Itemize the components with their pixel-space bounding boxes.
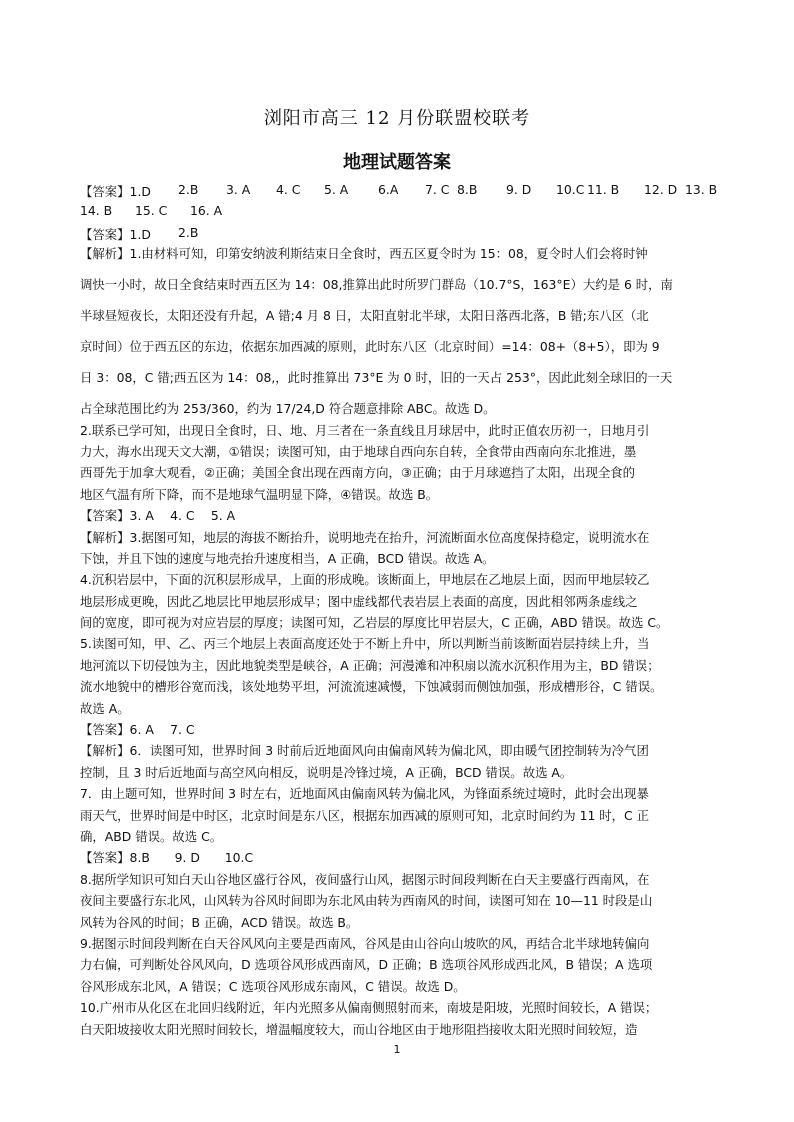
document-title: 浏阳市高三 12 月份联盟校联考 (263, 108, 531, 129)
answer-item: 7. C (425, 182, 450, 197)
answer-item: 12. D (644, 182, 678, 197)
text-line: 【解析】3.据图可知，地层的海拔不断抬升，说明地壳在抬升，河流断面水位高度保持稳定，说明流水在 (80, 529, 650, 545)
text-line: 力右偏，可判断处谷风风向，D 选项谷风形成西南风，D 正确；B 选项谷风形成西北风，B 错误；A 选项 (80, 957, 653, 973)
answer-item: 【答案】1.D (80, 226, 151, 242)
answer-item: 14. B (80, 203, 113, 219)
text-line: 【解析】6．读图可知，世界时间 3 时前后近地面风向由偏南风转为偏北风，即由暖气团控制转为冷气团 (80, 743, 649, 759)
answer-heading: 【答案】6. A 7. C (80, 722, 195, 738)
text-line: 4.沉积岩层中，下面的沉积层形成早，上面的形成晚。该断面上，甲地层在乙地层上面，因而甲地层较乙 (80, 572, 650, 588)
answer-item: 6.A (378, 182, 399, 197)
text-line: 力大，海水出现天文大潮，①错误；读图可知，由于地球自西向东自转，全食带由西南向东北推进，墨 (80, 443, 637, 459)
answer-item: 5. A (324, 182, 349, 197)
text-line: 西哥先于加拿大观看，②正确；美国全食出现在西南方向，③正确；由于月球遮挡了太阳，出现全食的 (80, 465, 636, 481)
answer-item: 11. B (587, 182, 620, 197)
text-line: 8.据所学知识可知白天山谷地区盛行谷风，夜间盛行山风，据图示时间段判断在白天主要盛行西南风，在 (80, 871, 650, 887)
text-line: 5.读图可知，甲、乙、丙三个地层上表面高度还处于不断上升中，所以判断当前该断面岩层持续上升，当 (80, 636, 650, 652)
answer-item: 2.B (178, 224, 199, 240)
answer-key-row-1 (80, 182, 716, 198)
answer-item: 9. D (506, 182, 532, 197)
text-line: 白天阳坡接收太阳光照时间较长，增温幅度较大，而山谷地区由于地形阻挡接收太阳光照时间较短，造 (80, 1021, 638, 1037)
text-line: 下蚀，并且下蚀的速度与地壳抬升速度相当，A 正确，BCD 错误。故选 A。 (80, 550, 495, 566)
text-line: 占全球范围比约为 253/360，约为 17/24,D 符合题意排除 ABC。故选 D。 (80, 401, 496, 417)
answer-item: 10.C (556, 182, 585, 197)
text-line: 2.联系已学可知，出现日全食时，日、地、月三者在一条直线且月球居中，此时正值农历初一，日地月引 (80, 422, 650, 438)
text-line: 间的宽度，即可视为对应岩层的厚度；读图可知，乙岩层的厚度比甲岩层大，C 正确，ABD 错误。故选 C。 (80, 615, 669, 631)
answer-item: 2.B (178, 182, 199, 197)
text-line: 雨天气，世界时间是中时区，北京时间是东八区，根据东加西减的原则可知，北京时间约为 11 时，C 正 (80, 807, 650, 823)
page-number: 1 (393, 1043, 401, 1056)
answer-heading: 【答案】3. A 4. C 5. A (80, 508, 236, 524)
text-line: 【解析】1.由材料可知，印第安纳波利斯结束日全食时，西五区夏令时为 15：08，夏令时人们会将时钟 (80, 246, 648, 262)
answer-item: 4. C (276, 182, 301, 197)
answer-item: 13. B (685, 182, 718, 197)
answer-key-row-2 (80, 203, 716, 219)
answer-item: 15. C (135, 203, 168, 219)
text-line: 谷风形成东北风，A 错误；C 选项谷风形成东南风，C 错误。故选 D。 (80, 978, 466, 994)
text-line: 调快一小时，故日全食结束时西五区为 14：08,推算出此时所罗门群岛（10.7°S，163°E）大约是 6 时，南 (80, 277, 673, 293)
text-line: 风转为谷风的时间；B 正确，ACD 错误。故选 B。 (80, 914, 359, 930)
text-line: 控制，且 3 时后近地面与高空风向相反，说明是冷锋过境，A 正确，BCD 错误。故选 A。 (80, 764, 573, 780)
answer-item: 8.B (457, 182, 478, 197)
text-line: 地区气温有所下降，而不是地球气温明显下降，④错误。故选 B。 (80, 486, 439, 502)
text-line: 故选 A。 (80, 700, 130, 716)
text-line: 9.据图示时间段判断在白天谷风风向主要是西南风，谷风是由山谷向山坡吹的风，再结合北半球地转偏向 (80, 935, 650, 951)
text-line: 流水地貌中的槽形谷宽而浅，该处地势平坦，河流流速减慢，下蚀减弱而侧蚀加强，形成槽形谷，C 错误。 (80, 679, 663, 695)
answer-key-row-3 (80, 225, 716, 241)
text-line: 夜间主要盛行东北风，山风转为谷风时间即为东北风由转为西南风的时间，读图可知在 10—11 时段是山 (80, 893, 653, 909)
text-line: 京时间）位于西五区的东边，依据东加西减的原则，此时东八区（北京时间）=14：08+（8+5），即为 9 (80, 339, 660, 355)
answer-item: 16. A (190, 203, 223, 219)
text-line: 半球昼短夜长，太阳还没有升起，A 错;4 月 8 日，太阳直射北半球，太阳日落西北落，B 错;东八区（北 (80, 308, 649, 324)
document-subtitle: 地理试题答案 (343, 152, 451, 173)
text-line: 地河流以下切侵蚀为主，因此地貌类型是峡谷，A 正确；河漫滩和冲积扇以流水沉积作用为主，BD 错误； (80, 657, 660, 673)
text-line: 10.广州市从化区在北回归线附近，年内光照多从偏南侧照射而来，南坡是阳坡，光照时间较长，A 错误； (80, 1000, 658, 1016)
answer-heading: 【答案】8.B 9. D 10.C (80, 850, 254, 866)
text-line: 地层形成更晚，因此乙地层比甲地层形成早；图中虚线都代表岩层上表面的高度，因此相邻两条虚线之 (80, 593, 638, 609)
answer-content (80, 182, 716, 1043)
text-line: 日 3：08，C 错;西五区为 14：08,，此时推算出 73°E 为 0 时，旧的一天占 253°，因此此刻全球旧的一天 (80, 370, 673, 386)
answer-item: 3. A (226, 182, 251, 197)
answer-item: 【答案】1.D (80, 184, 151, 199)
text-line: 7．由上题可知，世界时间 3 时左右，近地面风由偏南风转为偏北风，为锋面系统过境时，此时会出现暴 (80, 786, 649, 802)
text-line: 确，ABD 错误。故选 C。 (80, 828, 223, 844)
